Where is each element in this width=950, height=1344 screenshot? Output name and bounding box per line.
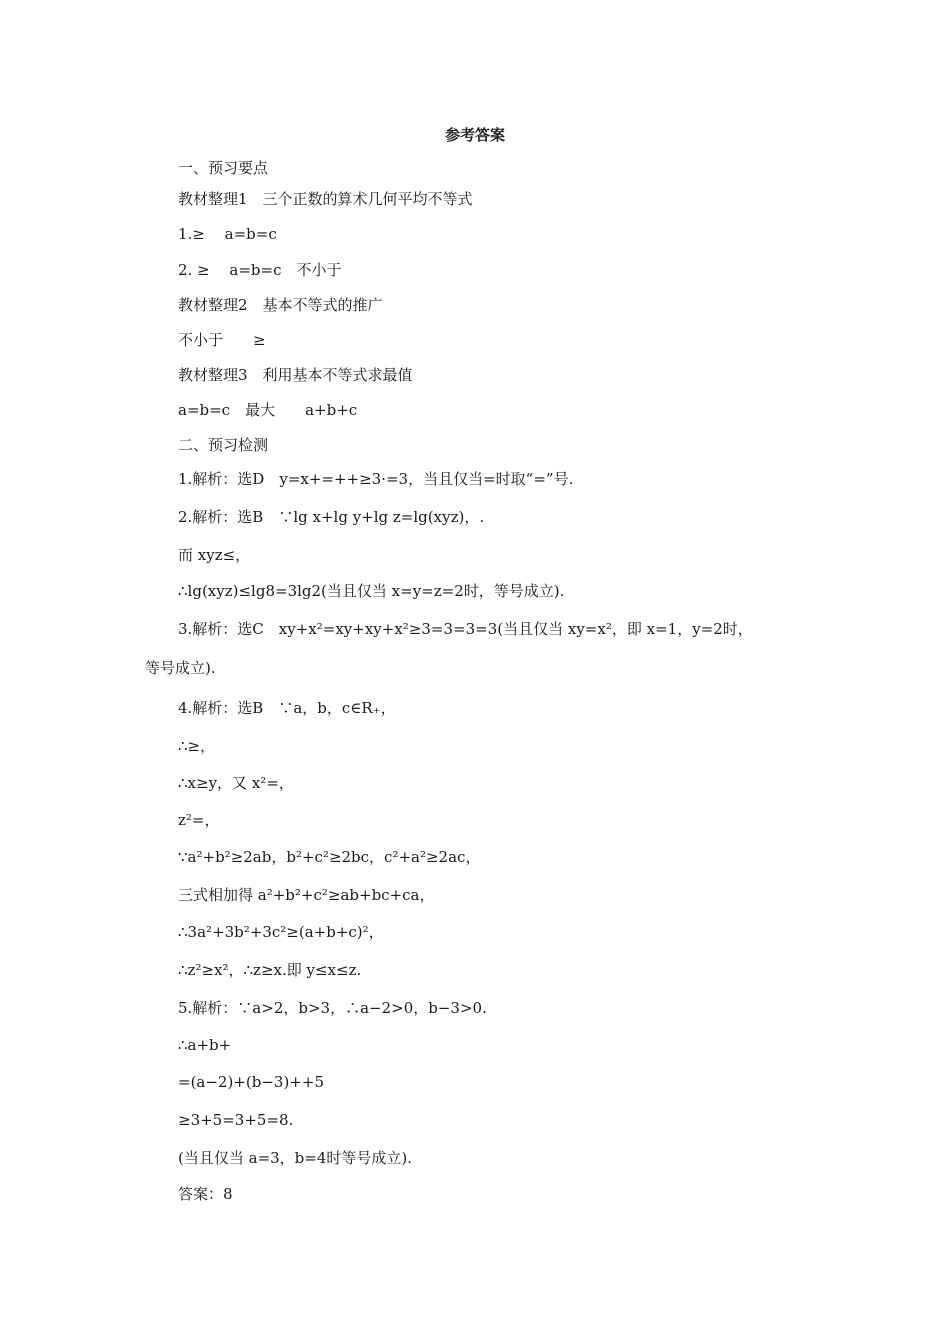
solution-line-continued: 等号成立).	[145, 659, 216, 677]
solution-line: ∴lg(xyz)≤lg8=3lg2(当且仅当 x=y=z=2时，等号成立).	[178, 582, 565, 600]
solution-line: 5.解析：∵a>2，b>3，∴a−2>0，b−3>0.	[178, 999, 487, 1017]
textbook-summary-2: 教材整理2 基本不等式的推广	[178, 296, 383, 314]
solution-line: z²=，	[178, 811, 220, 829]
section-heading-preview-points: 一、预习要点	[178, 159, 269, 177]
solution-line: 而 xyz≤，	[178, 546, 251, 564]
textbook-summary-3: 教材整理3 利用基本不等式求最值	[178, 366, 413, 384]
solution-line: =(a−2)+(b−3)++5	[178, 1073, 324, 1091]
solution-line: ∴≥，	[178, 737, 216, 755]
answer-line: 1.≥ a=b=c	[178, 225, 277, 243]
solution-line: ∵a²+b²≥2ab，b²+c²≥2bc，c²+a²≥2ac，	[178, 848, 481, 866]
solution-line: 3.解析：选C xy+x²=xy+xy+x²≥3=3=3=3(当且仅当 xy=x²，即 x=1，y=2时，	[178, 620, 753, 638]
final-answer: 答案：8	[178, 1185, 233, 1203]
solution-line: ≥3+5=3+5=8.	[178, 1111, 294, 1129]
page-title: 参考答案	[444, 126, 505, 144]
answer-line: 2. ≥ a=b=c 不小于	[178, 261, 342, 279]
solution-line: 三式相加得 a²+b²+c²≥ab+bc+ca，	[178, 886, 435, 904]
solution-line: ∴x≥y，又 x²=，	[178, 774, 294, 792]
textbook-summary-1: 教材整理1 三个正数的算术几何平均不等式	[178, 190, 473, 208]
answer-line: 不小于 ≥	[178, 331, 266, 349]
solution-line: (当且仅当 a=3，b=4时等号成立).	[178, 1149, 413, 1167]
solution-line: ∴3a²+3b²+3c²≥(a+b+c)²，	[178, 923, 384, 941]
solution-line: 4.解析：选B ∵a，b，c∈R₊，	[178, 699, 396, 717]
solution-line: 1.解析：选D y=x+=++≥3·=3，当且仅当=时取“=”号.	[178, 470, 574, 488]
solution-line: ∴z²≥x²，∴z≥x.即 y≤x≤z.	[178, 961, 362, 979]
answer-line: a=b=c 最大 a+b+c	[178, 401, 358, 419]
solution-line: 2.解析：选B ∵lg x+lg y+lg z=lg(xyz)，.	[178, 508, 485, 526]
section-heading-preview-check: 二、预习检测	[178, 436, 269, 454]
solution-line: ∴a+b+	[178, 1036, 232, 1054]
